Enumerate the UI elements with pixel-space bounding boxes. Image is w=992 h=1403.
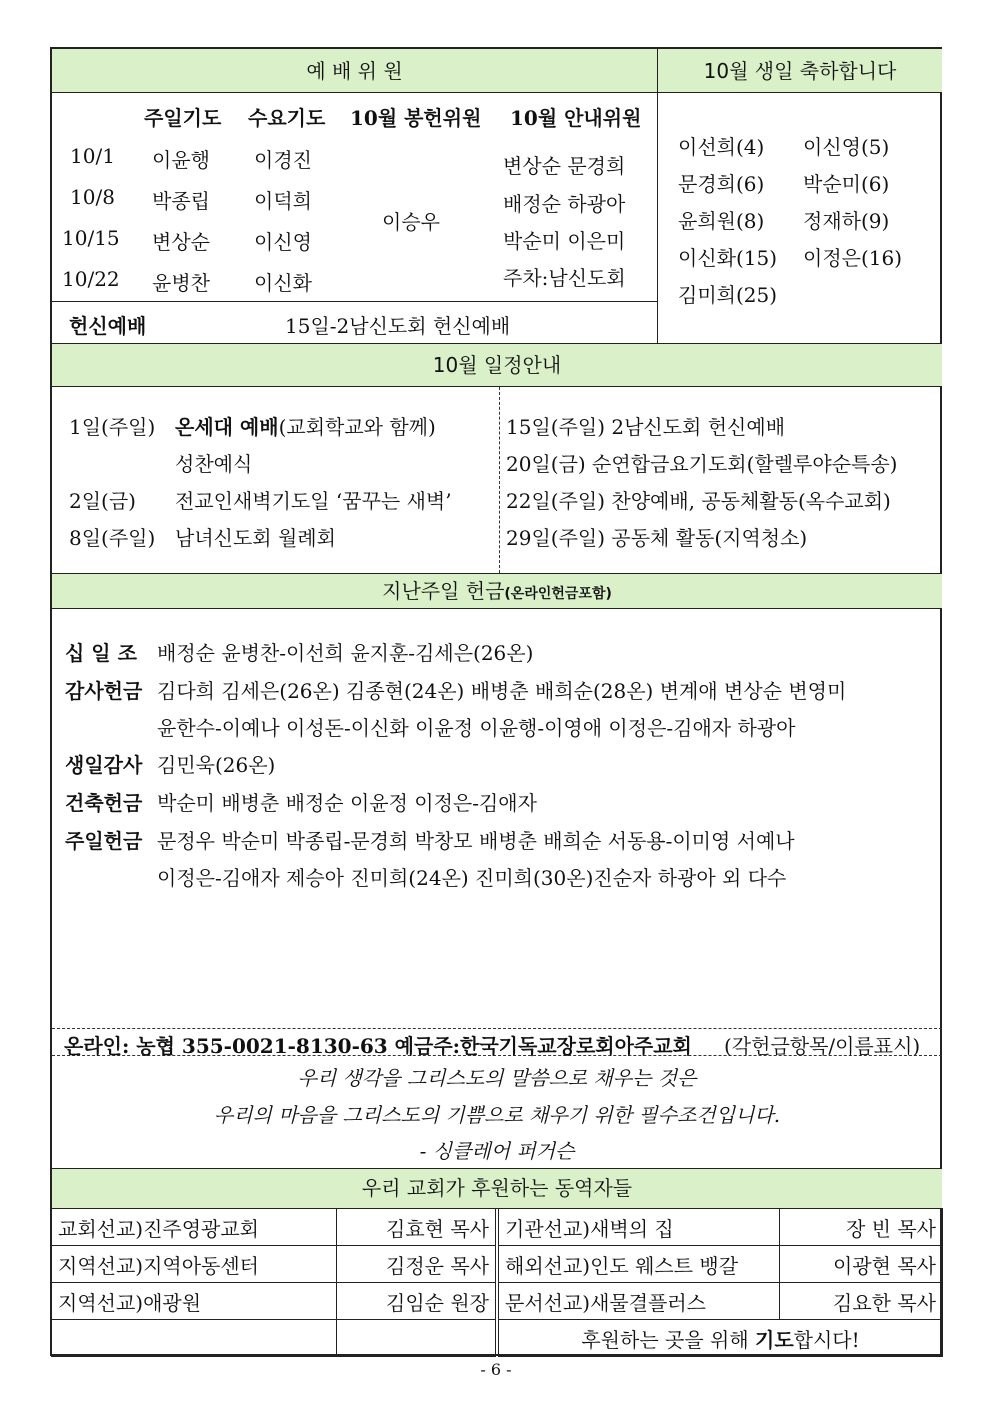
birthday-name: 윤희원(8) — [678, 209, 765, 233]
birthday-name: 박순미(6) — [803, 172, 890, 196]
offering-building: 건축헌금 박순미 배병춘 배정순 이윤정 이정은-김애자 — [65, 791, 537, 815]
wed-prayer-cell: 이덕희 — [254, 189, 312, 213]
online-note: (각헌금항목/이름표시) — [724, 1034, 921, 1058]
support-row — [52, 1246, 943, 1283]
support-footer: 후원하는 곳을 위해 기도합시다! — [497, 1320, 943, 1357]
schedule-item: 20일(금) 순연합금요기도회(할렐루야순특송) — [506, 452, 898, 476]
support-row — [52, 1209, 943, 1246]
wed-prayer-cell: 이경진 — [254, 148, 312, 172]
date-cell: 10/8 — [70, 185, 115, 209]
support-cell: 김요한 목사 — [780, 1283, 943, 1320]
support-cell: 기관선교)새벽의 집 — [497, 1209, 780, 1246]
schedule-item: 22일(주일) 찬양예배, 공동체활동(옥수교회) — [506, 489, 891, 513]
offering-birthday: 생일감사 김민욱(26온) — [65, 753, 276, 777]
schedule-divider — [499, 387, 500, 573]
support-cell: 해외선교)인도 웨스트 뱅갈 — [497, 1246, 780, 1283]
support-cell: 교회선교)진주영광교회 — [52, 1209, 337, 1246]
offerings-header: 지난주일 헌금(온라인헌금포함) — [52, 573, 942, 609]
birthday-name: 문경희(6) — [678, 172, 765, 196]
support-cell: 지역선교)지역아동센터 — [52, 1246, 337, 1283]
offering-tithe: 십 일 조 배정순 윤병찬-이선희 윤지훈-김세은(26온) — [65, 641, 534, 665]
online-account: 온라인: 농협 355-0021-8130-63 예금주:한국기독교장로회아주교회 — [64, 1034, 692, 1058]
birthday-name: 정재하(9) — [803, 209, 890, 233]
sunday-prayer-cell: 윤병찬 — [152, 271, 210, 295]
sunday-prayer-cell: 박종립 — [152, 189, 210, 213]
schedule-item: 온세대 예배(교회학교와 함께) — [175, 415, 436, 439]
birthday-header: 10월 생일 축하합니다 — [657, 49, 942, 93]
date-cell: 10/15 — [62, 226, 120, 250]
offering-thanks-cont: 윤한수-이예나 이성돈-이신화 이윤정 이윤행-이영애 이정은-김애자 하광아 — [157, 716, 796, 740]
schedule-day: 1일(주일) — [69, 415, 156, 439]
usher-line: 변상순 문경희 — [503, 154, 626, 178]
quote-line: 우리 생각을 그리스도의 말씀으로 채우는 것은 — [297, 1066, 697, 1090]
offering-sunday-cont: 이정은-김애자 제승아 진미희(24온) 진미희(30온)진순자 하광아 외 다수 — [157, 866, 787, 890]
support-cell: 문서선교)새물결플러스 — [497, 1283, 780, 1320]
col-wed-prayer: 수요기도 — [248, 106, 326, 130]
birthday-name: 이선희(4) — [678, 135, 765, 159]
support-cell: 장 빈 목사 — [780, 1209, 943, 1246]
page-number: - 6 - — [480, 1360, 512, 1379]
quote-author: - 싱클레어 퍼거슨 — [419, 1139, 575, 1163]
birthday-name: 이신영(5) — [803, 135, 890, 159]
offering-committee: 이승우 — [382, 210, 440, 234]
birthday-name: 이정은(16) — [803, 246, 903, 270]
support-cell: 지역선교)애광원 — [52, 1283, 337, 1320]
dedication-label: 헌신예배 — [69, 314, 147, 338]
sunday-prayer-cell: 이윤행 — [152, 148, 210, 172]
col-ushers: 10월 안내위원 — [510, 106, 642, 130]
support-header: 우리 교회가 후원하는 동역자들 — [52, 1168, 942, 1209]
schedule-item: 전교인새벽기도일 ‘꿈꾸는 새벽’ — [175, 489, 452, 513]
schedule-item: 남녀신도회 월례회 — [175, 526, 336, 550]
support-cell: 이광현 목사 — [780, 1246, 943, 1283]
schedule-item: 15일(주일) 2남신도회 헌신예배 — [506, 415, 786, 439]
offering-sunday: 주일헌금 문정우 박순미 박종립-문경희 박창모 배병춘 배희순 서동용-이미영 서예나 — [65, 829, 795, 853]
col-sunday-prayer: 주일기도 — [144, 106, 222, 130]
date-cell: 10/1 — [70, 144, 115, 168]
schedule-day: 8일(주일) — [69, 526, 156, 550]
support-table — [51, 1208, 943, 1357]
support-cell-empty — [52, 1320, 337, 1357]
birthday-cell — [657, 93, 942, 343]
birthday-name: 이신화(15) — [678, 246, 778, 270]
usher-line: 주차:남신도회 — [503, 266, 626, 290]
col-offering: 10월 봉헌위원 — [350, 106, 482, 130]
support-row — [52, 1283, 943, 1320]
usher-line: 박순미 이은미 — [503, 229, 626, 253]
usher-line: 배정순 하광아 — [503, 192, 626, 216]
schedule-day: 2일(금) — [69, 489, 136, 513]
quote-line: 우리의 마음을 그리스도의 기쁨으로 채우기 위한 필수조건입니다. — [213, 1103, 781, 1127]
bulletin-page — [50, 47, 942, 1356]
worship-header: 예 배 위 원 — [52, 49, 657, 93]
offering-thanks: 감사헌금 김다희 김세은(26온) 김종현(24온) 배병춘 배희순(28온) 변계애 변상순 변영미 — [65, 679, 847, 703]
support-cell: 김임순 원장 — [337, 1283, 498, 1320]
support-row — [52, 1320, 943, 1357]
dedication-text: 15일-2남신도회 헌신예배 — [285, 314, 511, 338]
schedule-header: 10월 일정안내 — [52, 343, 942, 387]
schedule-item: 29일(주일) 공동체 활동(지역청소) — [506, 526, 808, 550]
sunday-prayer-cell: 변상순 — [152, 230, 210, 254]
support-cell-empty — [337, 1320, 498, 1357]
support-cell: 김효현 목사 — [337, 1209, 498, 1246]
support-cell: 김정운 목사 — [337, 1246, 498, 1283]
dedication-row — [52, 301, 657, 343]
schedule-item: 성찬예식 — [175, 452, 253, 476]
wed-prayer-cell: 이신영 — [254, 230, 312, 254]
date-cell: 10/22 — [62, 267, 120, 291]
wed-prayer-cell: 이신화 — [254, 271, 312, 295]
birthday-name: 김미희(25) — [678, 283, 778, 307]
online-account-row — [52, 1028, 942, 1056]
